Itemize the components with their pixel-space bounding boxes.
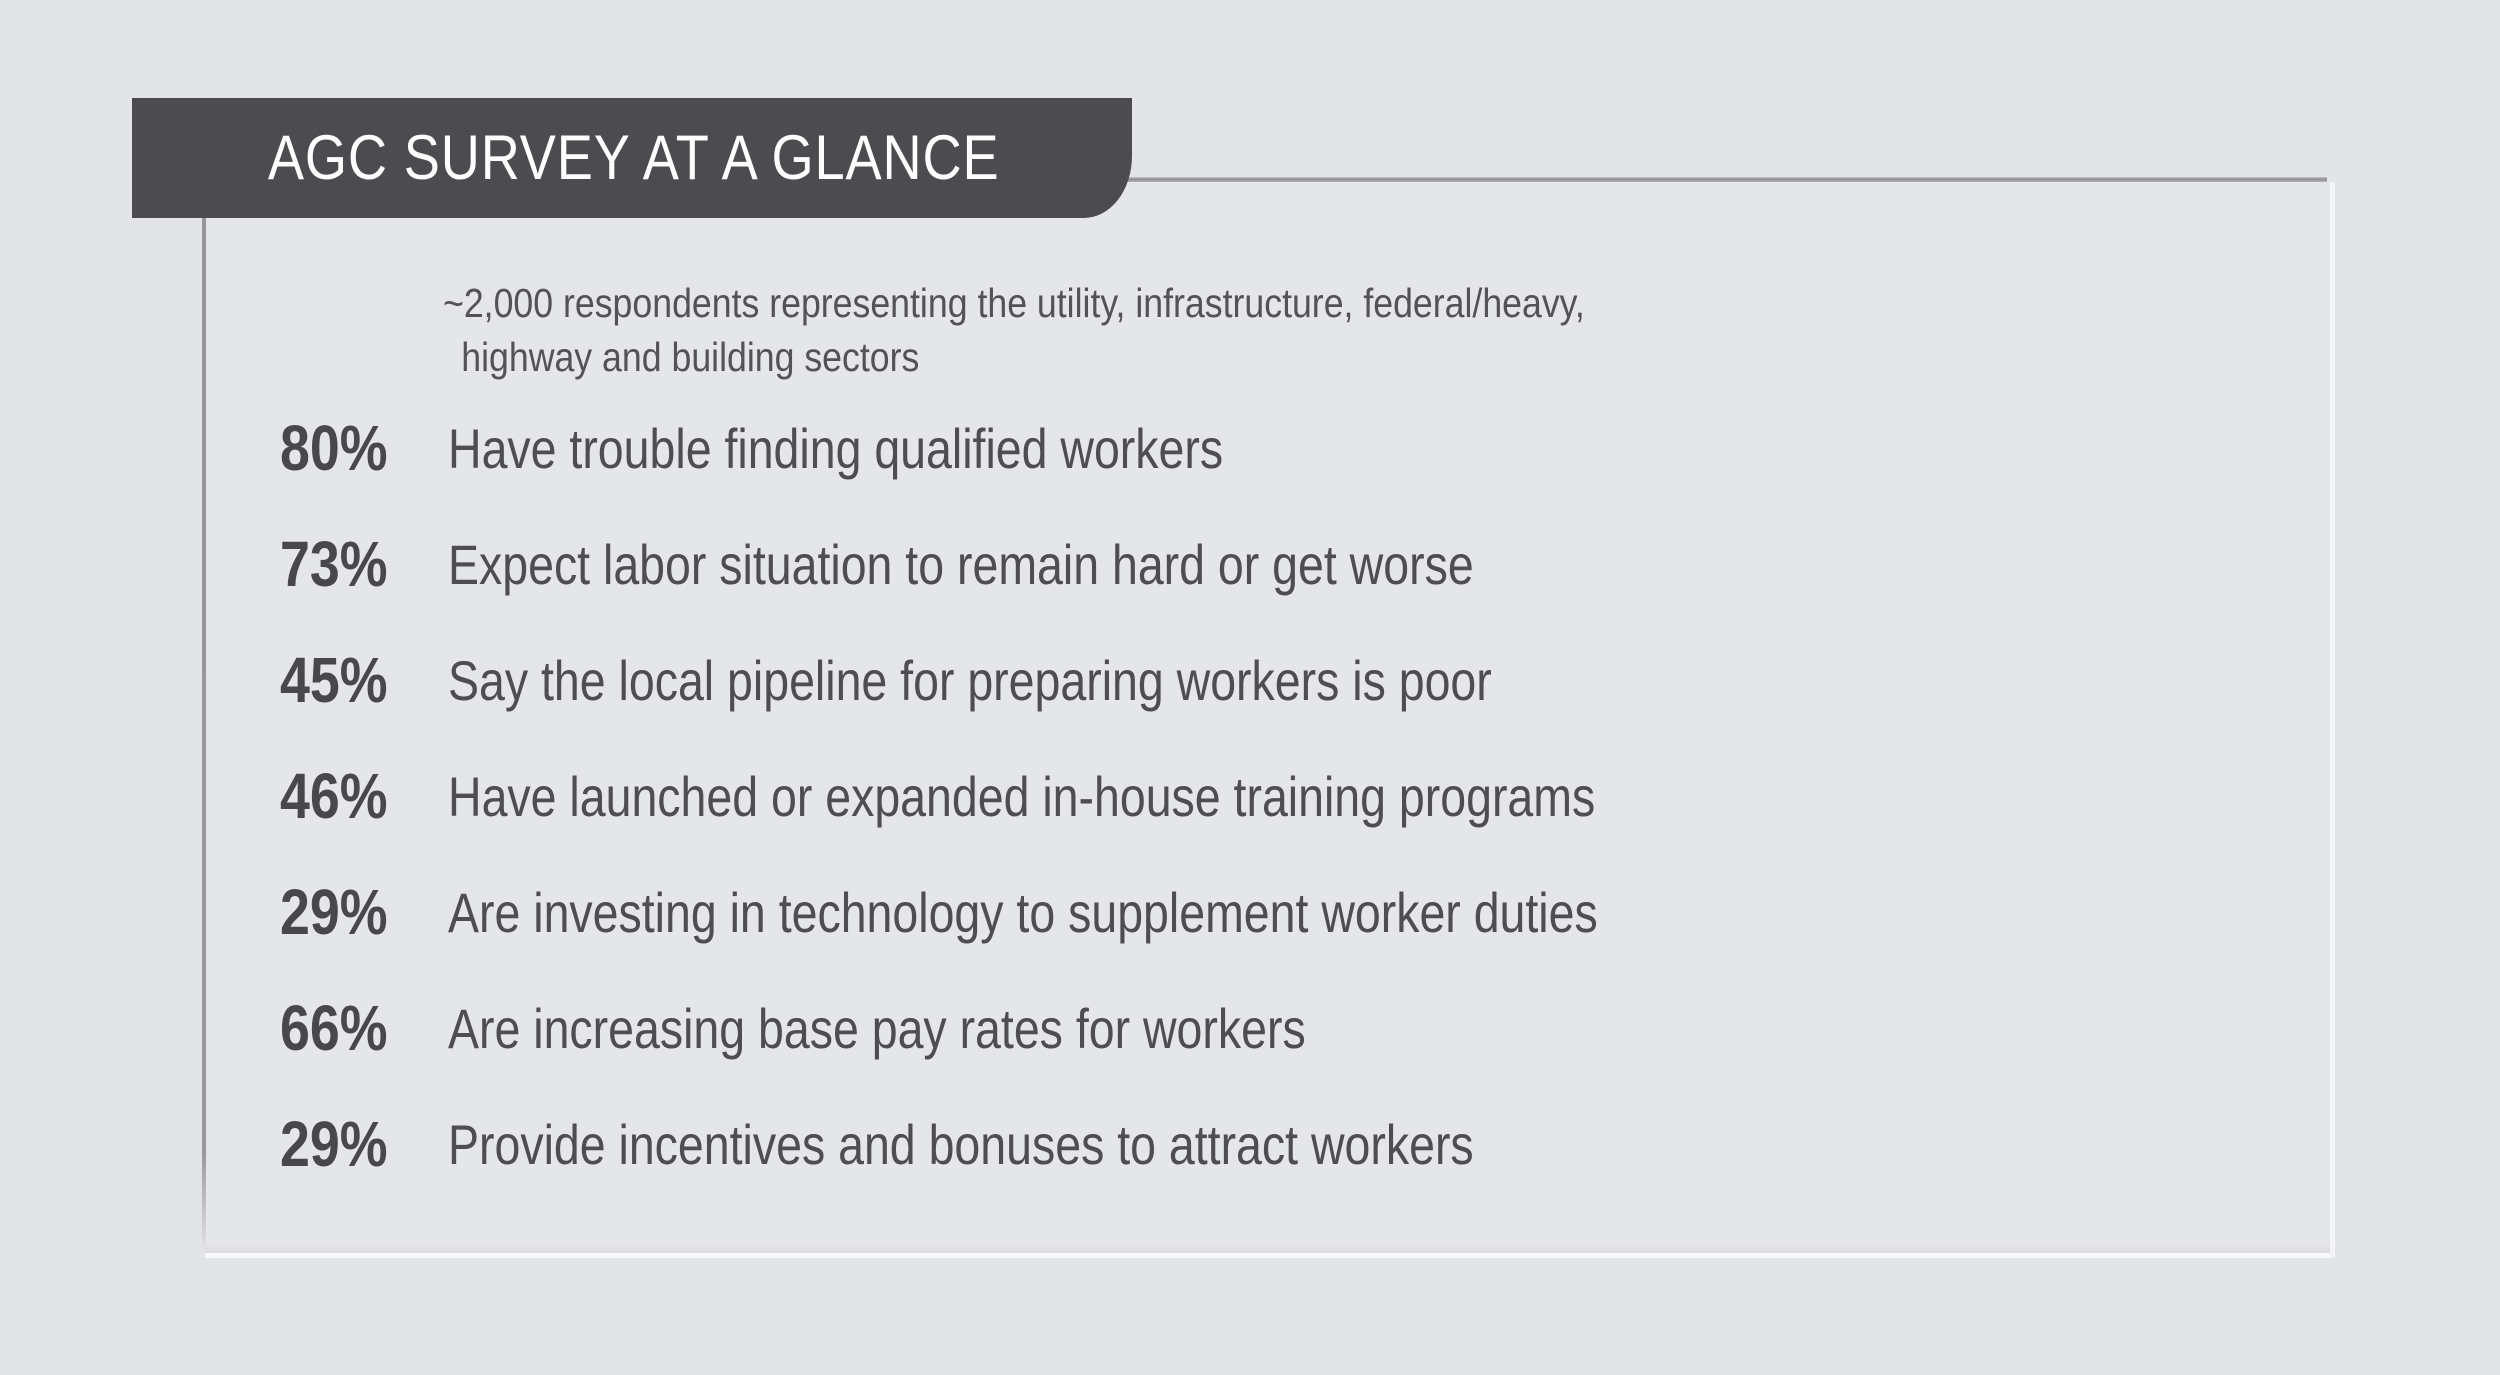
respondents-note-line1: ~2,000 respondents representing the utility, infrastructure, federal/heavy,	[443, 280, 1585, 326]
stat-value-text: 80%	[280, 412, 388, 484]
stat-label-text: Provide incentives and bonuses to attract workers	[448, 1112, 1474, 1176]
stat-row	[280, 988, 2280, 1068]
stat-value	[280, 411, 448, 485]
stat-row	[280, 1104, 2280, 1184]
stat-label-text: Expect labor situation to remain hard or get worse	[448, 532, 1474, 596]
top-divider-line	[1110, 177, 2327, 182]
stats-list	[280, 408, 2280, 1220]
stat-value	[280, 875, 448, 949]
respondents-note	[443, 276, 1755, 384]
stat-label	[448, 532, 1684, 597]
header-banner	[132, 98, 1132, 218]
stat-value	[280, 991, 448, 1065]
stat-value	[280, 1107, 448, 1181]
stat-label	[448, 880, 1833, 945]
stat-label	[448, 648, 1706, 713]
stat-row	[280, 640, 2280, 720]
stat-row	[280, 756, 2280, 836]
stat-value-text: 46%	[280, 760, 388, 832]
respondents-note-line2: highway and building sectors	[461, 334, 920, 380]
stat-label-text: Are investing in technology to supplement worker duties	[448, 880, 1598, 944]
stat-label-text: Are increasing base pay rates for workers	[448, 996, 1306, 1060]
stat-value	[280, 527, 448, 601]
stat-value-text: 45%	[280, 644, 388, 716]
panel-right-highlight	[2330, 182, 2335, 1258]
stat-label	[448, 416, 1382, 481]
stat-value	[280, 643, 448, 717]
stat-label-text: Have trouble finding qualified workers	[448, 416, 1224, 480]
stat-label	[448, 996, 1481, 1061]
panel-bottom-highlight	[205, 1253, 2335, 1258]
stat-row	[280, 872, 2280, 952]
stat-label	[448, 764, 1830, 829]
stat-value-text: 29%	[280, 876, 388, 948]
stat-label-text: Have launched or expanded in-house training programs	[448, 764, 1596, 828]
stat-row	[280, 408, 2280, 488]
panel-bottom-shadow	[205, 1243, 2331, 1253]
page-title: AGC SURVEY AT A GLANCE	[267, 123, 1000, 193]
stat-label	[448, 1112, 1684, 1177]
stat-value-text: 66%	[280, 992, 388, 1064]
stat-value-text: 73%	[280, 528, 388, 600]
left-divider-line	[202, 218, 206, 1254]
stat-value	[280, 759, 448, 833]
stat-label-text: Say the local pipeline for preparing workers is poor	[448, 648, 1492, 712]
stat-value-text: 29%	[280, 1108, 388, 1180]
stat-row	[280, 524, 2280, 604]
